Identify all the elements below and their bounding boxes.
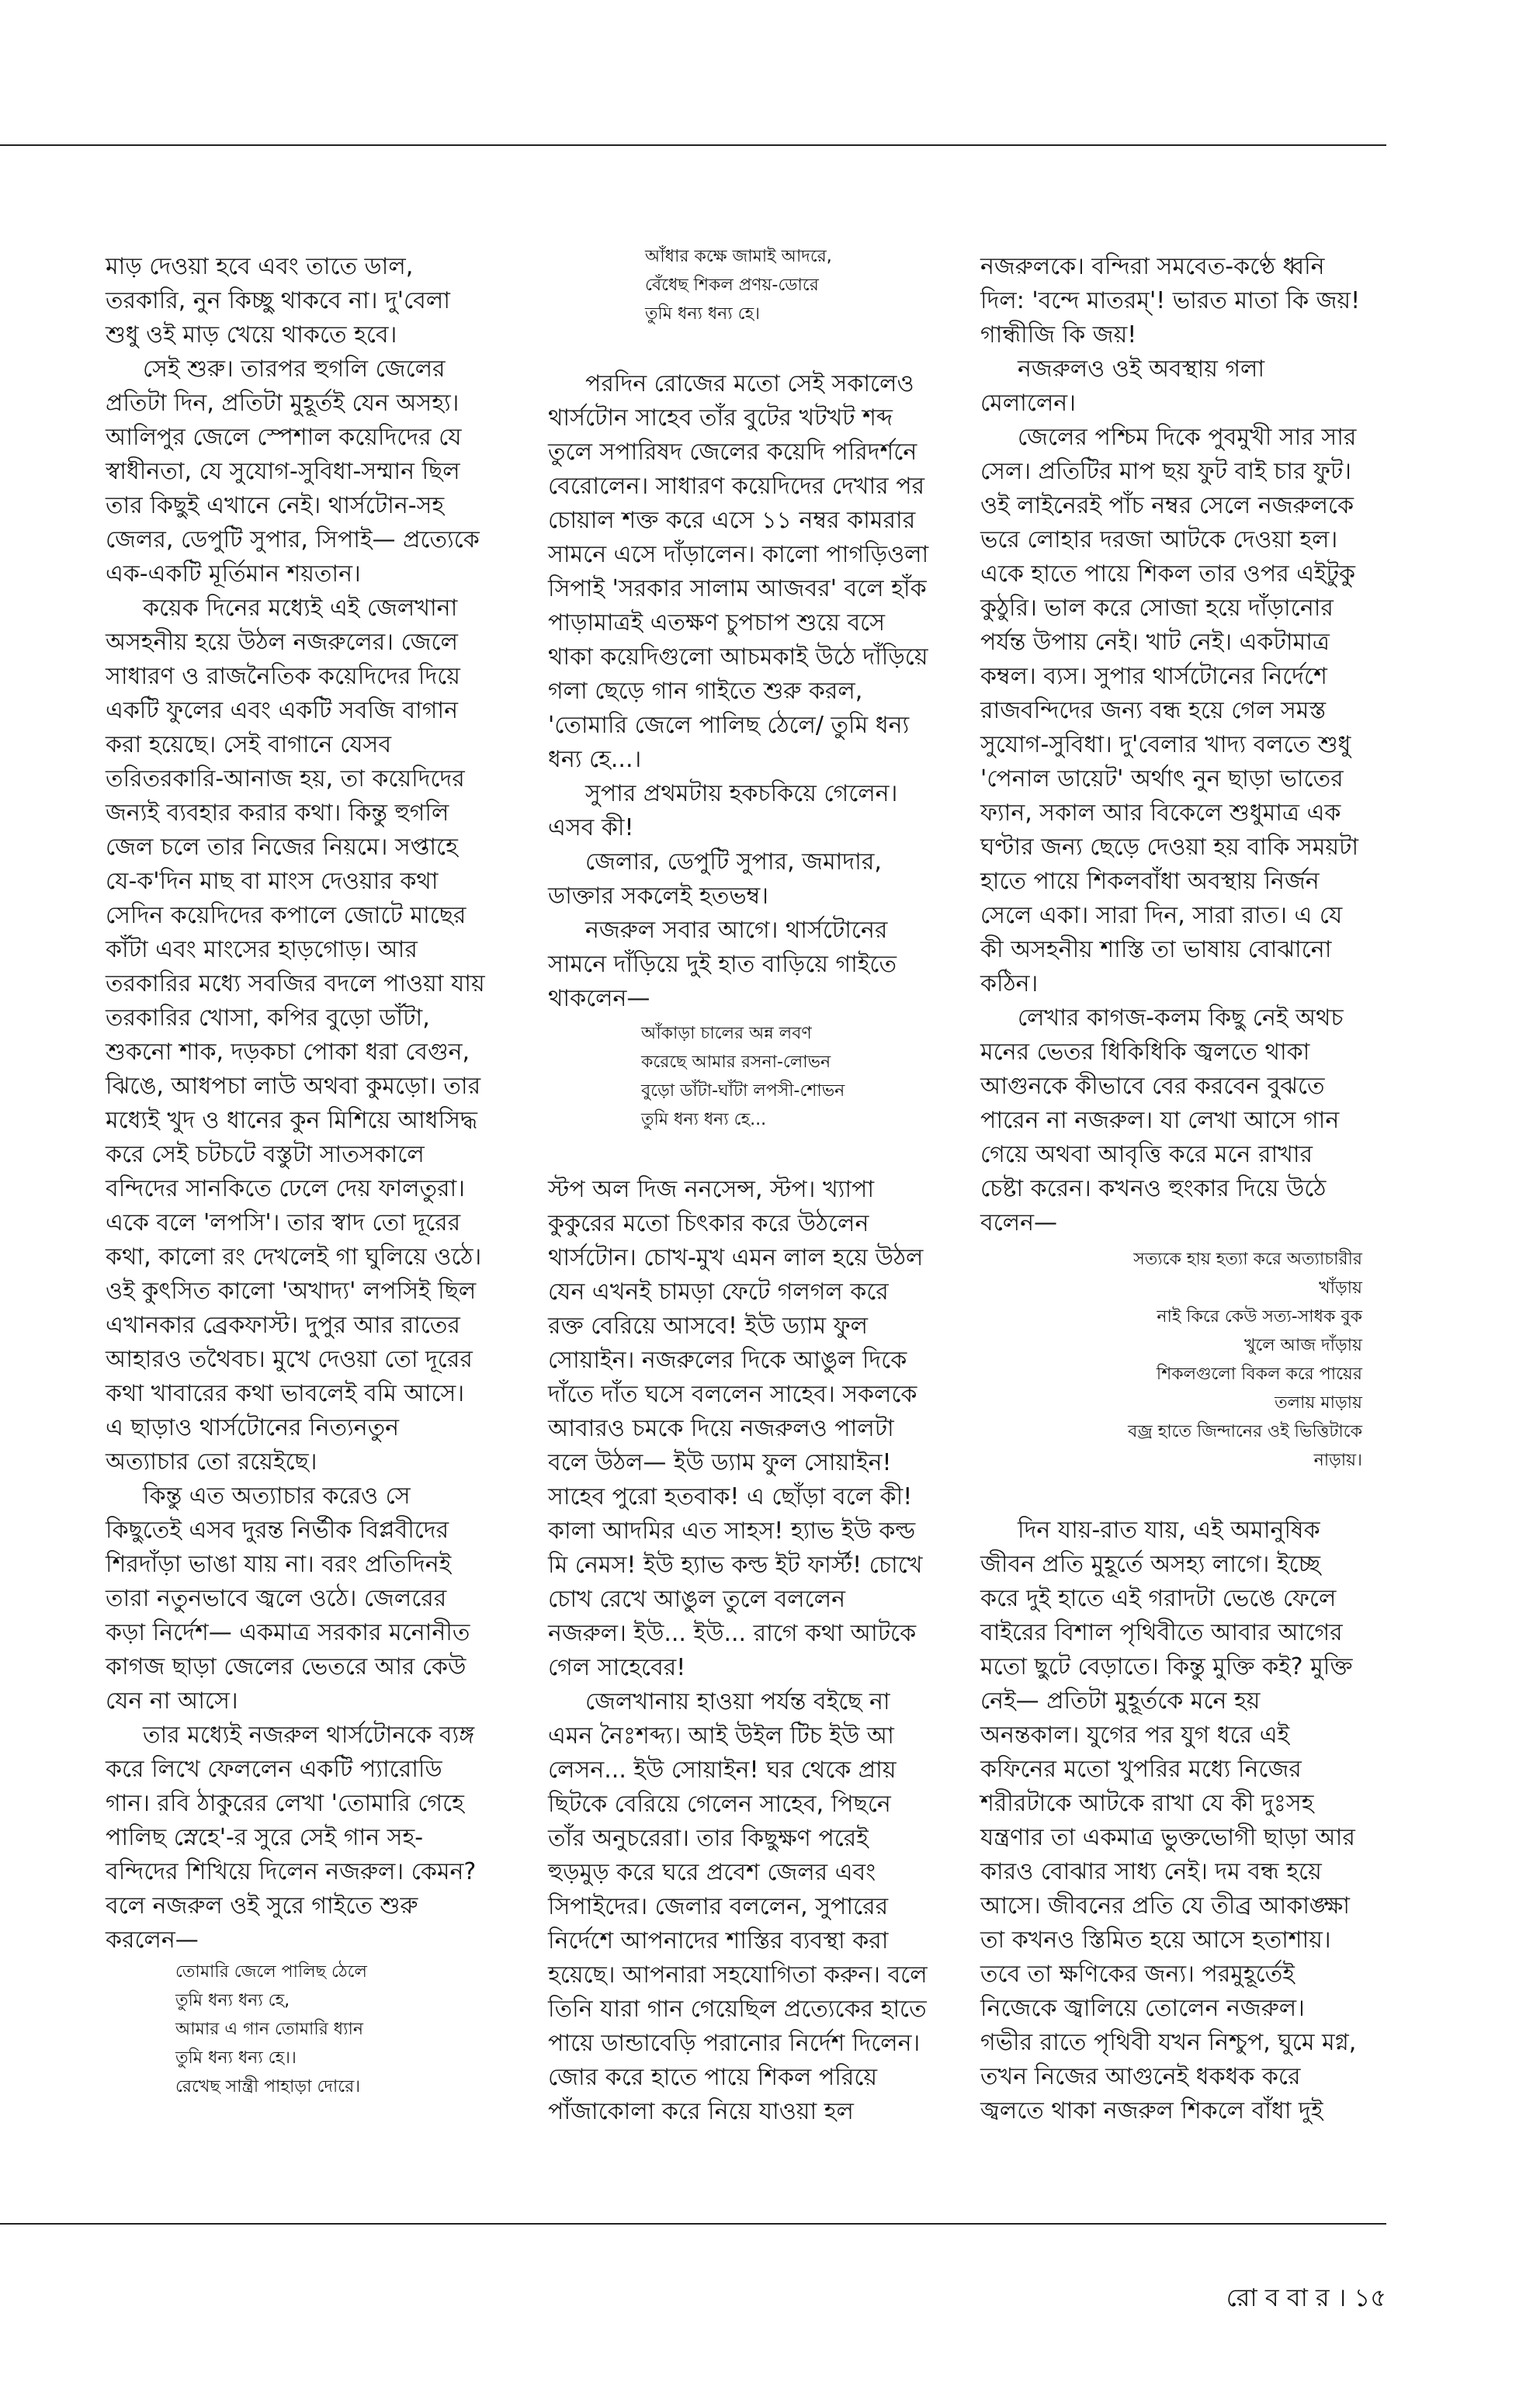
magazine-name: রো ব বা র: [1226, 2283, 1330, 2312]
verse-line: রেখেছ সান্ত্রী পাহাড়া দোরে।: [175, 2077, 361, 2096]
paragraph: নজরুল সবার আগে। থার্সটোনের সামনে দাঁড়িয়ে দুই হাত বাড়িয়ে গাইতে থাকলেন—: [548, 917, 897, 1012]
paragraph: সুপার প্রথমটায় হকচকিয়ে গেলেন। এসব কী!: [548, 780, 898, 841]
bottom-rule: [0, 2223, 1386, 2225]
paragraph: পরদিন রোজের মতো সেই সকালেও থার্সটোন সাহেব তাঁর বুটের খটখট শব্দ তুলে সপারিষদ জেলের কয়েদি পরিদর্শনে বেরোলেন। সাধারণ কয়েদিদের দেখার পর চোয়াল শক্ত করে এসে ১১ নম্বর কামরার সামনে এসে দাঁড়ালেন। কালো পাগড়িওলা সিপাই 'সরকার সালাম আজবর' বলে হাঁক পাড়ামাত্রই এতক্ষণ চুপচাপ শুয়ে বসে থাকা কয়েদিগুলো আচমকাই উঠে দাঁড়িয়ে গলা ছেড়ে গান গাইতে শুরু করল, 'তোমারি জেলে পালিছ ঠেলে/ তুমি ধন্য ধন্য হে...।: [548, 370, 929, 773]
verse-line: তুমি ধন্য ধন্য হে,: [175, 1991, 290, 2010]
paragraph: নজরুলকে। বন্দিরা সমবেত-কণ্ঠে ধ্বনি দিল: 'বন্দে মাতরম্'! ভারত মাতা কি জয়! গান্ধীজি কি জয়!: [980, 253, 1361, 349]
paragraph: জেলের পশ্চিম দিকে পুবমুখী সার সার সেল। প্রতিটির মাপ ছয় ফুট বাই চার ফুট। ওই লাইনেরই পাঁচ নম্বর সেলে নজরুলকে ভরে লোহার দরজা আটকে দেওয়া হল। একে হাতে পায়ে শিকল তার ওপর এইটুকু কুঠুরি। ভাল করে সোজা হয়ে দাঁড়ানোর পর্যন্ত উপায় নেই। খাট নেই। একটামাত্র কম্বল। ব্যস। সুপার থার্সটোনের নির্দেশে রাজবন্দিদের জন্য বন্ধ হয়ে গেল সমস্ত সুযোগ-সুবিধা। দু'বেলার খাদ্য বলতে শুধু 'পেনাল ডায়েট' অর্থাৎ নুন ছাড়া ভাতের ফ্যান, সকাল আর বিকেলে শুধুমাত্র এক ঘণ্টার জন্য ছেড়ে দেওয়া হয় বাকি সময়টা হাতে পায়ে শিকলবাঁধা অবস্থায় নির্জন সেলে একা। সারা দিন, সারা রাত। এ যে কী অসহনীয় শাস্তি তা ভাষায় বোঝানো কঠিন।: [980, 424, 1359, 997]
paragraph: কয়েক দিনের মধ্যেই এই জেলখানা অসহনীয় হয়ে উঠল নজরুলের। জেলে সাধারণ ও রাজনৈতিক কয়েদিদের দিয়ে একটি ফুলের এবং একটি সবজি বাগান করা হয়েছে। সেই বাগানে যেসব তরিতরকারি-আনাজ হয়, তা কয়েদিদের জন্যই ব্যবহার করার কথা। কিন্তু হুগলি জেল চলে তার নিজের নিয়মে। সপ্তাহে যে-ক'দিন মাছ বা মাংস দেওয়ার কথা সেদিন কয়েদিদের কপালে জোটে মাছের কাঁটা এবং মাংসের হাড়গোড়। আর তরকারির মধ্যে সবজির বদলে পাওয়া যায় তরকারির খোসা, কপির বুড়ো ডাঁটা, শুকনো শাক, দড়কচা পোকা ধরা বেগুন, ঝিঙে, আধপচা লাউ অথবা কুমড়ো। তার মধ্যেই খুদ ও ধানের কুন মিশিয়ে আধসিদ্ধ করে সেই চটচটে বস্তুটা সাতসকালে বন্দিদের সানকিতে ঢেলে দেয় ফালতুরা। একে বলে 'লপসি'। তার স্বাদ তো দূরের কথা, কালো রং দেখলেই গা ঘুলিয়ে ওঠে। ওই কুৎসিত কালো 'অখাদ্য' লপসিই ছিল এখানকার ব্রেকফাস্ট। দুপুর আর রাতের আহারও তথৈবচ। মুখে দেওয়া তো দূরের কথা খাবারের কথা ভাবলেই বমি আসে। এ ছাড়াও থার্সটোনের নিত্যনতুন অত্যাচার তো রয়েইছে।: [106, 595, 485, 1476]
footer-separator: ।: [1337, 2283, 1347, 2312]
parody-song-verse: [106, 1958, 487, 2101]
verse-line: তলায় মাড়ায়: [1275, 1393, 1362, 1413]
song-verse: [548, 1016, 930, 1134]
paragraph: কিন্তু এত অত্যাচার করেও সে কিছুতেই এসব দুরন্ত নির্ভীক বিপ্লবীদের শিরদাঁড়া ভাঙা যায় না। বরং প্রতিদিনই তারা নতুনভাবে জ্বলে ওঠে। জেলরের কড়া নির্দেশ— একমাত্র সরকার মনোনীত কাগজ ছাড়া জেলের ভেতরে আর কেউ যেন না আসে।: [106, 1483, 470, 1715]
verse-line: আঁকাড়া চালের অন্ন লবণ: [641, 1024, 812, 1043]
verse-line: বজ্র হাতে জিন্দানের ওই ভিত্তিটাকে: [1128, 1422, 1362, 1441]
verse-line: নাই কিরে কেউ সত্য-সাধক বুক: [1157, 1307, 1362, 1327]
paragraph: দিন যায়-রাত যায়, এই অমানুষিক জীবন প্রতি মুহূর্তে অসহ্য লাগে। ইচ্ছে করে দুই হাতে এই গরাদটা ভেঙে ফেলে বাইরের বিশাল পৃথিবীতে আবার আগের মতো ছুটে বেড়াতে। কিন্তু মুক্তি কই? মুক্তি নেই— প্রতিটা মুহূর্তকে মনে হয় অনন্তকাল। যুগের পর যুগ ধরে এই কফিনের মতো খুপরির মধ্যে নিজের শরীরটাকে আটকে রাখা যে কী দুঃসহ যন্ত্রণার তা একমাত্র ভুক্তভোগী ছাড়া আর কারও বোঝার সাধ্য নেই। দম বন্ধ হয়ে আসে। জীবনের প্রতি যে তীব্র আকাঙ্ক্ষা তা কখনও স্তিমিত হয়ে আসে হতাশায়। তবে তা ক্ষণিকের জন্য। পরমুহূর্তেই নিজেকে জ্বালিয়ে তোলেন নজরুল। গভীর রাতে পৃথিবী যখন নিশ্চুপ, ঘুমে মগ্ন, তখন নিজের আগুনেই ধকধক করে জ্বলতে থাকা নজরুল শিকলে বাঁধা দুই: [980, 1517, 1357, 2124]
verse-line: আমার এ গান তোমারি ধ্যান: [175, 2020, 364, 2039]
article-column-2: [548, 247, 930, 2129]
verse-line: বুড়ো ডাঁটা-ঘাঁটা লপসী-শোভন: [641, 1081, 845, 1101]
poem-verse: [980, 1240, 1362, 1475]
verse-line: নাড়ায়।: [1313, 1451, 1362, 1470]
paragraph: সেই শুরু। তারপর হুগলি জেলের প্রতিটা দিন, প্রতিটা মুহূর্তই যেন অসহ্য। আলিপুর জেলে স্পেশাল কয়েদিদের যে স্বাধীনতা, যে সুযোগ-সুবিধা-সম্মান ছিল তার কিছুই এখানে নেই। থার্সটোন-সহ জেলর, ডেপুটি সুপার, সিপাই— প্রত্যেকে এক-একটি মূর্তিমান শয়তান।: [106, 355, 480, 588]
paragraph: জেলার, ডেপুটি সুপার, জমাদার, ডাক্তার সকলেই হতভম্ব।: [548, 848, 882, 910]
paragraph: তার মধ্যেই নজরুল থার্সটোনকে ব্যঙ্গ করে লিখে ফেললেন একটি প্যারোডি গান। রবি ঠাকুরের লেখা 'তোমারি গেহে পালিছ স্নেহে'-র সুরে সেই গান সহ-বন্দিদের শিখিয়ে দিলেন নজরুল। কেমন? বলে নজরুল ওই সুরে গাইতে শুরু করলেন—: [106, 1722, 477, 1954]
top-rule: [0, 144, 1386, 146]
page-footer: [1226, 2278, 1386, 2320]
verse-line: তোমারি জেলে পালিছ ঠেলে: [175, 1962, 367, 1982]
article-column-3: [980, 250, 1362, 2128]
paragraph: নজরুলও ওই অবস্থায় গলা মেলালেন।: [980, 355, 1265, 417]
verse-line: তুমি ধন্য ধন্য হে...: [641, 1110, 767, 1129]
verse-line: সত্যকে হায় হত্যা করে অত্যাচারীর: [1133, 1250, 1362, 1269]
verse-line: খুলে আজ দাঁড়ায়: [1244, 1336, 1362, 1355]
verse-line: তুমি ধন্য ধন্য হে।: [645, 304, 761, 324]
paragraph: জেলখানায় হাওয়া পর্যন্ত বইছে না এমন নৈঃশব্দ্য। আই উইল টিচ ইউ আ লেসন... ইউ সোয়াইন! ঘর থেকে প্রায় ছিটকে বেরিয়ে গেলেন সাহেব, পিছনে তাঁর অনুচরেরা। তার কিছুক্ষণ পরেই হুড়মুড় করে ঘরে প্রবেশ জেলর এবং সিপাইদের। জেলার বললেন, সুপারের নির্দেশে আপনাদের শাস্তির ব্যবস্থা করা হয়েছে। আপনারা সহযোগিতা করুন। বলে তিনি যারা গান গেয়েছিল প্রত্যেকের হাতে পায়ে ডান্ডাবেড়ি পরানোর নির্দেশ দিলেন। জোর করে হাতে পায়ে শিকল পরিয়ে পাঁজাকোলা করে নিয়ে যাওয়া হল: [548, 1688, 928, 2125]
verse-line: খাঁড়ায়: [1319, 1278, 1362, 1298]
article-column-1: [106, 250, 487, 2101]
page-number: ১৫: [1354, 2283, 1386, 2312]
paragraph: মাড় দেওয়া হবে এবং তাতে ডাল, তরকারি, নুন কিচ্ছু থাকবে না। দু'বেলা শুধু ওই মাড় খেয়ে থাকতে হবে।: [106, 253, 450, 349]
parody-song-verse-cont: [548, 242, 930, 328]
verse-line: বেঁধেছ শিকল প্রণয়-ডোরে: [645, 276, 819, 295]
verse-line: শিকলগুলো বিকল করে পায়ের: [1156, 1365, 1362, 1384]
paragraph: স্টপ অল দিজ ননসেন্স, স্টপ। খ্যাপা কুকুরের মতো চিৎকার করে উঠলেন থার্সটোন। চোখ-মুখ এমন লাল হয়ে উঠল যেন এখনই চামড়া ফেটে গলগল করে রক্ত বেরিয়ে আসবে! ইউ ড্যাম ফুল সোয়াইন। নজরুলের দিকে আঙুল দিকে দাঁতে দাঁত ঘসে বললেন সাহেব। সকলকে আবারও চমকে দিয়ে নজরুলও পালটা বলে উঠল— ইউ ড্যাম ফুল সোয়াইন! সাহেব পুরো হতবাক! এ ছোঁড়া বলে কী! কালা আদমির এত সাহস! হ্যাভ ইউ কল্ড মি নেমস! ইউ হ্যাভ কল্ড ইট ফার্স্ট! চোখে চোখ রেখে আঙুল তুলে বললেন নজরুল। ইউ... ইউ... রাগে কথা আটকে গেল সাহেবের!: [548, 1176, 924, 1681]
verse-line: তুমি ধন্য ধন্য হে।।: [175, 2048, 297, 2068]
paragraph: লেখার কাগজ-কলম কিছু নেই অথচ মনের ভেতর ধিকিধিকি জ্বলতে থাকা আগুনকে কীভাবে বের করবেন বুঝতে পারেন না নজরুল। যা লেখা আসে গান গেয়ে অথবা আবৃত্তি করে মনে রাখার চেষ্টা করেন। কখনও হুংকার দিয়ে উঠে বলেন—: [980, 1004, 1344, 1236]
verse-line: আঁধার কক্ষে জামাই আদরে,: [645, 247, 832, 266]
verse-line: করেছে আমার রসনা-লোভন: [641, 1053, 831, 1072]
